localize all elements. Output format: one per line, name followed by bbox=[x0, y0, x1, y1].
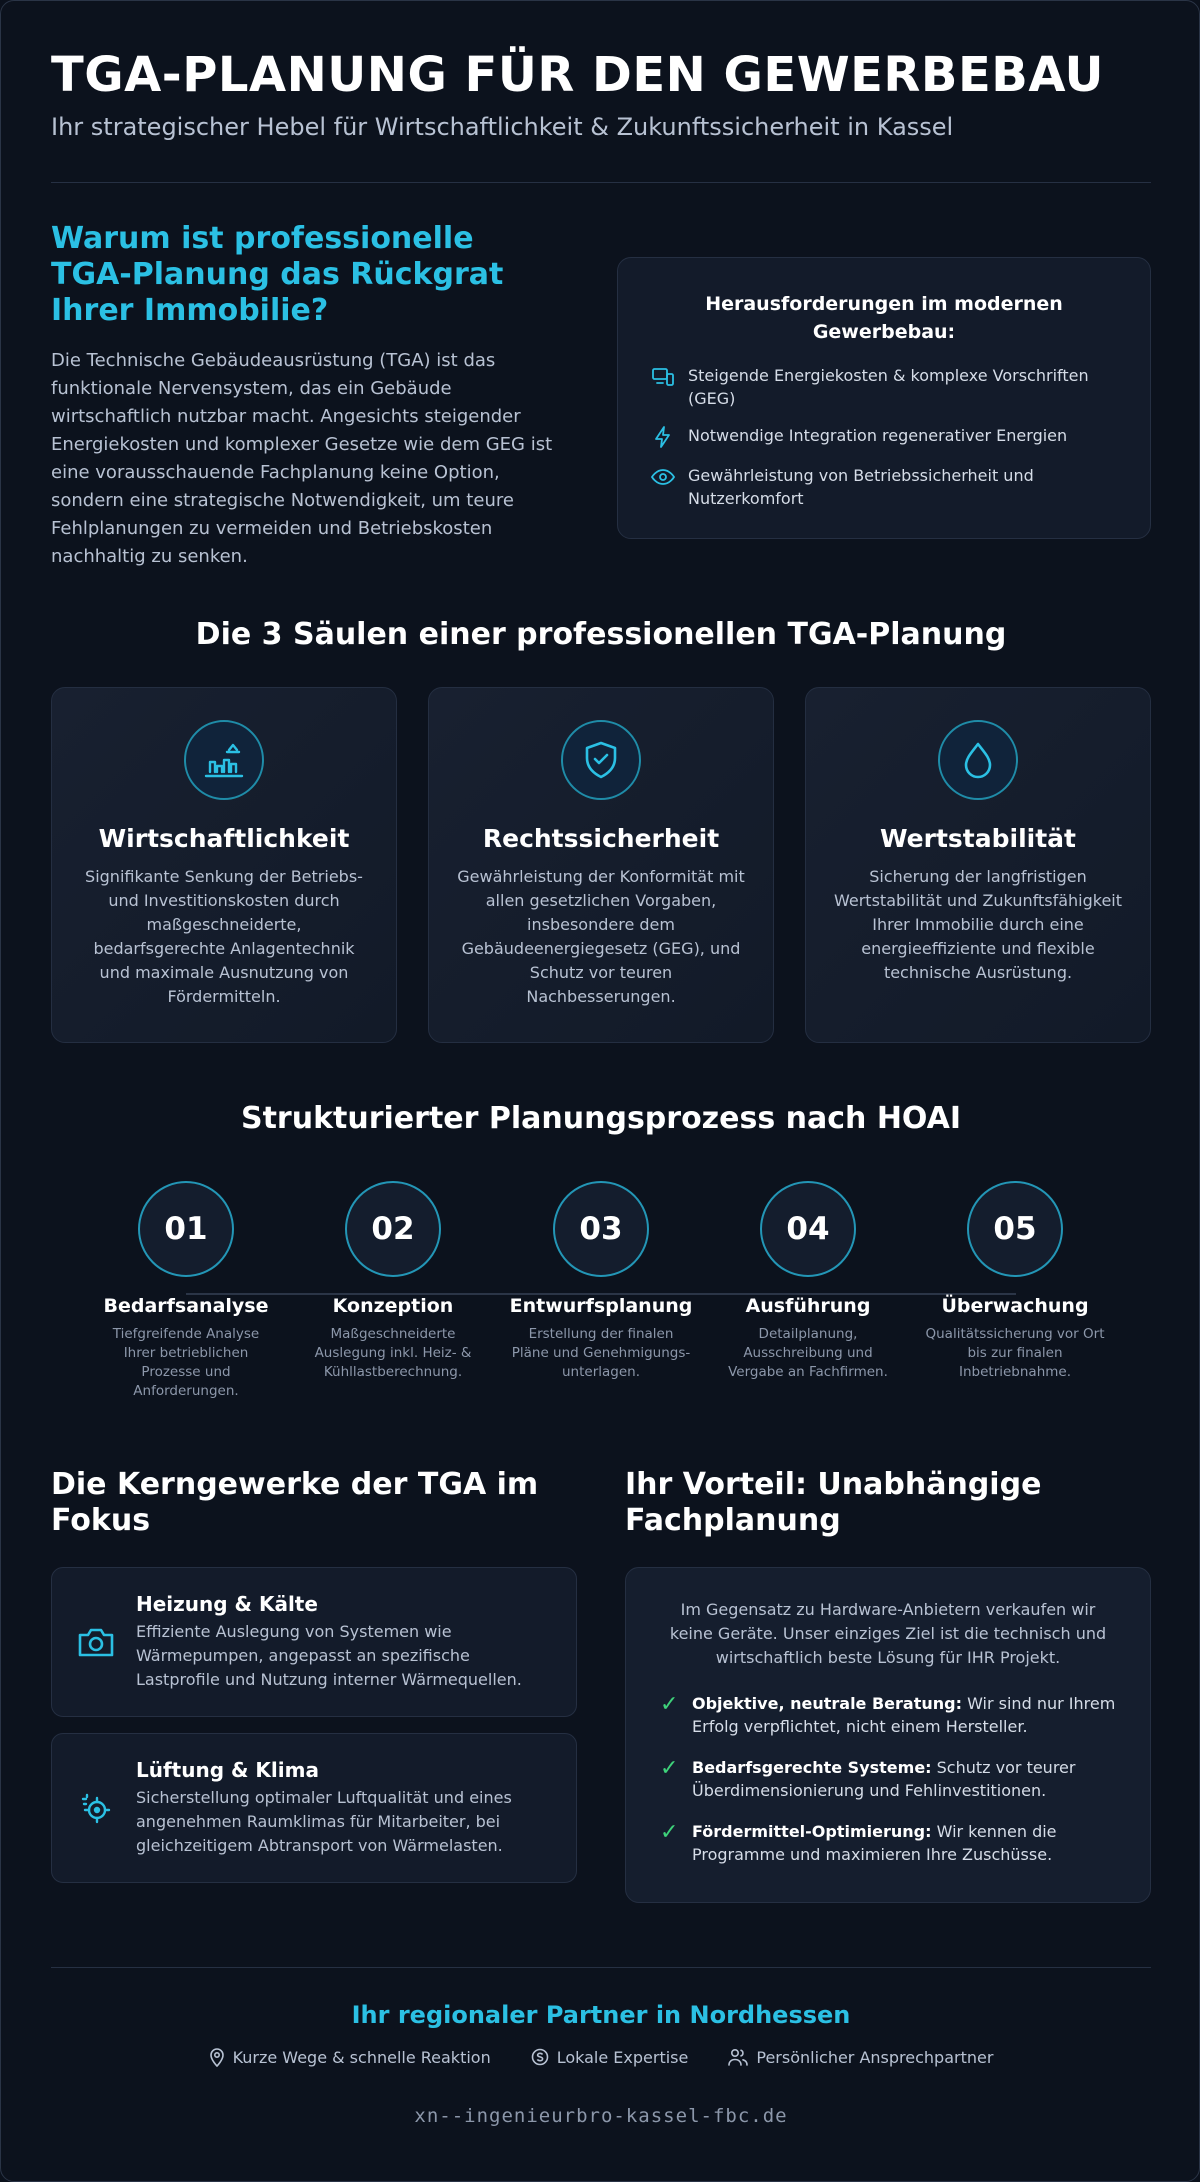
camera-icon bbox=[76, 1622, 116, 1662]
pillar-card-wertstabilitaet bbox=[805, 687, 1151, 1043]
pillar-card-rechtssicherheit bbox=[428, 687, 774, 1043]
process-step bbox=[501, 1181, 701, 1382]
pillar-title: Rechtssicherheit bbox=[482, 824, 720, 853]
step-title: Entwurfsplanung bbox=[509, 1295, 693, 1317]
step-text: Erstellung der finalen Pläne und Genehmigungs-unterlagen. bbox=[511, 1326, 691, 1380]
trade-title: Lüftung & Klima bbox=[136, 1758, 319, 1782]
eye-icon bbox=[650, 464, 676, 490]
step-number: 05 bbox=[967, 1181, 1063, 1277]
step-title: Ausführung bbox=[745, 1295, 871, 1317]
map-pin-icon bbox=[209, 2047, 225, 2067]
step-number: 04 bbox=[760, 1181, 856, 1277]
advantage-bold: Fördermittel-Optimierung: bbox=[692, 1822, 932, 1841]
pillar-text: Sicherung der langfristigen Wertstabilität und Zukunftsfähigkeit Ihrer Immobilie durch eine energieeffiziente und flexible technische Ausrüstung. bbox=[834, 867, 1122, 982]
footer-title: Ihr regionaler Partner in Nordhessen bbox=[351, 2001, 851, 2029]
trade-text: Sicherstellung optimaler Luftqualität und eines angenehmen Raumklimas für Mitarbeiter, bei gleichzeitigem Abtransport von Wärmelasten. bbox=[136, 1788, 512, 1855]
step-text: Tiefgreifende Analyse Ihrer betrieblichen Prozesse und Anforderungen. bbox=[112, 1326, 260, 1399]
advantage-text bbox=[692, 1692, 1116, 1738]
users-icon bbox=[728, 2048, 748, 2066]
chart-icon bbox=[184, 720, 264, 800]
step-number: 03 bbox=[553, 1181, 649, 1277]
footer-item-text: Kurze Wege & schnelle Reaktion bbox=[232, 2047, 491, 2067]
trades-title: Die Kerngewerke der TGA im Fokus bbox=[51, 1467, 539, 1538]
step-title: Überwachung bbox=[941, 1295, 1089, 1317]
advantage-intro: Im Gegensatz zu Hardware-Anbietern verkaufen wir keine Geräte. Unser einziges Ziel ist die technisch und wirtschaftlich beste Lösung für IHR Projekt. bbox=[669, 1600, 1107, 1667]
list-item bbox=[650, 424, 1118, 450]
divider bbox=[51, 182, 1151, 183]
pillar-card-wirtschaftlichkeit bbox=[51, 687, 397, 1043]
footer-item bbox=[728, 2047, 993, 2067]
checkmark-icon: ✓ bbox=[660, 1692, 679, 1717]
advantage-detail: Schutz vor teurer Überdimensionierung und Fehlinvestitionen. bbox=[692, 1758, 1076, 1800]
process-step bbox=[708, 1181, 908, 1382]
advantage-list bbox=[660, 1692, 1116, 1866]
process-step bbox=[915, 1181, 1115, 1382]
advantage-bold: Objektive, neutrale Beratung: bbox=[692, 1694, 962, 1713]
shield-check-icon bbox=[561, 720, 641, 800]
trade-card-heizung bbox=[51, 1567, 577, 1717]
advantage-card bbox=[625, 1567, 1151, 1903]
list-item bbox=[660, 1756, 1116, 1802]
trade-text: Effiziente Auslegung von Systemen wie Wärmepumpen, angepasst an spezifische Lastprofile und Nutzung interner Wärmequellen. bbox=[136, 1622, 522, 1689]
list-item bbox=[650, 364, 1118, 410]
footer-item-text: Lokale Expertise bbox=[556, 2047, 689, 2067]
trade-card-lueftung bbox=[51, 1733, 577, 1883]
footer-item bbox=[531, 2047, 689, 2067]
step-text: Qualitätssicherung vor Ort bis zur finalen Inbetriebnahme. bbox=[925, 1326, 1105, 1380]
challenge-text: Steigende Energiekosten & komplexe Vorschriften (GEG) bbox=[688, 366, 1089, 408]
process-step bbox=[86, 1181, 286, 1401]
process-step bbox=[293, 1181, 493, 1382]
checkmark-icon: ✓ bbox=[660, 1756, 679, 1781]
footer-item bbox=[209, 2047, 491, 2067]
challenges-list bbox=[650, 364, 1118, 510]
footer-item-text: Persönlicher Ansprechpartner bbox=[756, 2047, 994, 2067]
advantage-text bbox=[692, 1756, 1116, 1802]
checkmark-icon: ✓ bbox=[660, 1820, 679, 1845]
droplet-icon bbox=[938, 720, 1018, 800]
pillars-title: Die 3 Säulen einer professionellen TGA-Planung bbox=[195, 617, 1007, 652]
step-title: Konzeption bbox=[332, 1295, 454, 1317]
process-title: Strukturierter Planungsprozess nach HOAI bbox=[240, 1101, 962, 1136]
page-title: TGA-PLANUNG FÜR DEN GEWERBEBAU bbox=[51, 47, 1104, 103]
advantage-bold: Bedarfsgerechte Systeme: bbox=[692, 1758, 932, 1777]
list-item bbox=[660, 1692, 1116, 1738]
devices-icon bbox=[650, 364, 676, 390]
list-item bbox=[660, 1820, 1116, 1866]
lightning-icon bbox=[650, 424, 676, 450]
step-title: Bedarfsanalyse bbox=[103, 1295, 269, 1317]
challenges-title: Herausforderungen im modernen Gewerbebau: bbox=[705, 293, 1063, 343]
challenges-card bbox=[617, 257, 1151, 539]
intro-text: Die Technische Gebäudeausrüstung (TGA) ist das funktionale Nervensystem, das ein Gebäude wirtschaftlich nutzbar macht. Angesichts steigender Energiekosten und komplexer Gesetze wie dem GEG ist eine vorausschauende Fachplanung keine Option, sondern eine strategische Notwendigkeit, um teure Fehlplanungen zu vermeiden und Betriebskosten nachhaltig zu senken. bbox=[51, 350, 553, 567]
intro-section bbox=[51, 221, 561, 571]
advantage-detail: Wir kennen die Programme und maximieren Ihre Zuschüsse. bbox=[692, 1822, 1057, 1864]
pillar-text: Gewährleistung der Konformität mit allen gesetzlichen Vorgaben, insbesondere dem Gebäudeenergiegesetz (GEG), und Schutz vor teuren Nachbesserungen. bbox=[457, 867, 745, 1006]
footer-features bbox=[51, 2047, 1151, 2067]
step-text: Detailplanung, Ausschreibung und Vergabe an Fachfirmen. bbox=[728, 1326, 888, 1380]
divider bbox=[51, 1967, 1151, 1968]
step-number: 01 bbox=[138, 1181, 234, 1277]
intro-title: Warum ist professionelle TGA-Planung das Rückgrat Ihrer Immobilie? bbox=[51, 221, 504, 328]
coin-icon bbox=[531, 2048, 549, 2066]
step-text: Maßgeschneiderte Auslegung inkl. Heiz- & Kühllastberechnung. bbox=[314, 1326, 472, 1380]
list-item bbox=[650, 464, 1118, 510]
step-number: 02 bbox=[345, 1181, 441, 1277]
pillar-text: Signifikante Senkung der Betriebs- und Investitionskosten durch maßgeschneiderte, bedarfsgerechte Anlagentechnik und maximale Ausnutzung von Fördermitteln. bbox=[85, 867, 363, 1006]
advantage-text bbox=[692, 1820, 1116, 1866]
pillar-title: Wertstabilität bbox=[880, 824, 1076, 853]
advantage-title: Ihr Vorteil: Unabhängige Fachplanung bbox=[625, 1467, 1042, 1538]
trade-title: Heizung & Kälte bbox=[136, 1592, 318, 1616]
website-domain[interactable]: xn--ingenieurbro-kassel-fbc.de bbox=[414, 2105, 788, 2127]
header bbox=[51, 47, 1151, 141]
challenge-text: Notwendige Integration regenerativer Energien bbox=[688, 426, 1068, 445]
challenge-text: Gewährleistung von Betriebssicherheit und Nutzerkomfort bbox=[688, 466, 1034, 508]
page-subtitle: Ihr strategischer Hebel für Wirtschaftlichkeit & Zukunftssicherheit in Kassel bbox=[51, 113, 954, 141]
pillar-title: Wirtschaftlichkeit bbox=[98, 824, 350, 853]
advantage-detail: Wir sind nur Ihrem Erfolg verpflichtet, nicht einem Hersteller. bbox=[692, 1694, 1116, 1736]
fan-icon bbox=[76, 1788, 116, 1828]
